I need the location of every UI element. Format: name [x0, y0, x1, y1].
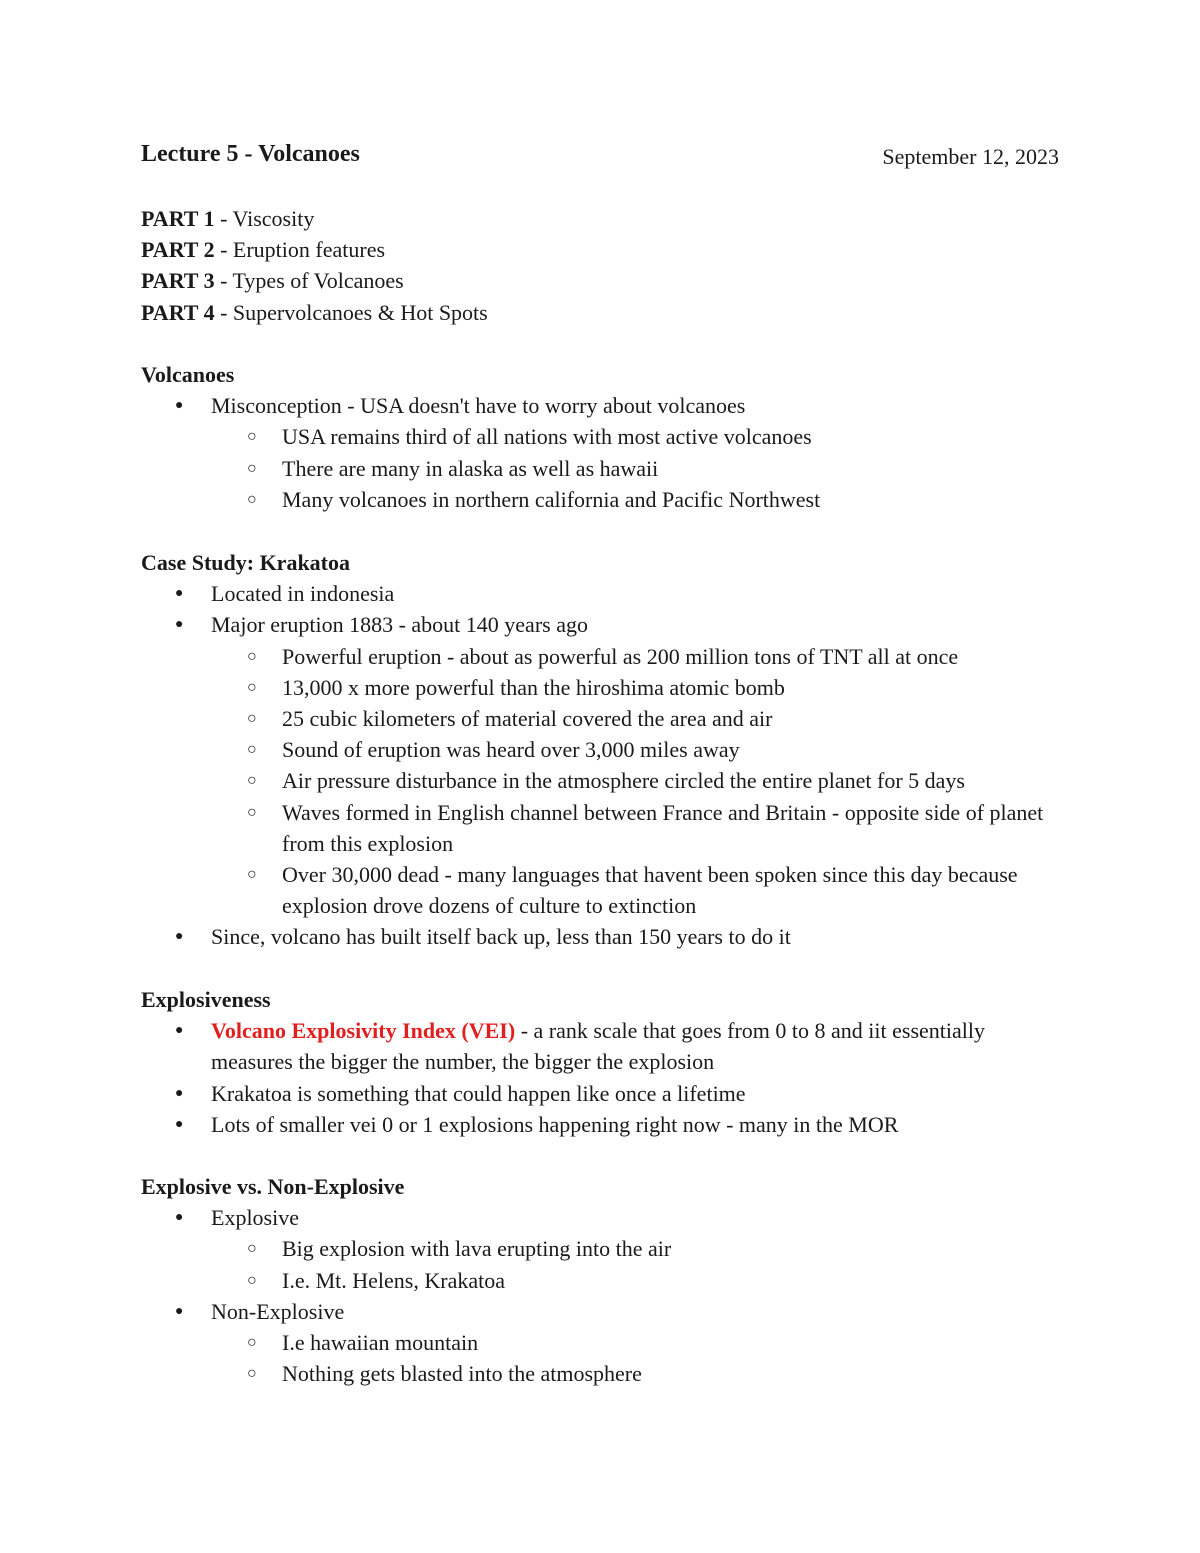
- hollow-bullet-icon: ○: [247, 866, 257, 884]
- bullet-icon: ●: [175, 1303, 184, 1319]
- part-item: [141, 203, 488, 234]
- list-item-text: Sound of eruption was heard over 3,000 miles away: [282, 737, 740, 763]
- hollow-bullet-icon: ○: [247, 1334, 257, 1351]
- document-header: [141, 141, 1059, 175]
- list-item: [141, 921, 1059, 952]
- list-item-text: Powerful eruption - about as powerful as 200 million tons of TNT all at once: [282, 643, 959, 669]
- hollow-bullet-icon: ○: [247, 490, 257, 508]
- sub-list-item: [141, 859, 1059, 921]
- list-item-text: Air pressure disturbance in the atmosphere circled the entire planet for 5 days: [282, 768, 965, 794]
- hollow-bullet-icon: ○: [247, 1271, 257, 1289]
- sub-list-item: [141, 484, 1059, 515]
- list-item-text: Misconception - USA doesn't have to worry about volcanoes: [211, 393, 746, 419]
- list-item: [141, 609, 1059, 640]
- sub-list-item: [141, 703, 1059, 734]
- bullet-icon: ●: [175, 929, 184, 945]
- list-item-text: Since, volcano has built itself back up, less than 150 years to do it: [211, 924, 791, 950]
- lecture-date: September 12, 2023: [882, 144, 1059, 169]
- list-item-text: Major eruption 1883 - about 140 years ago: [211, 612, 588, 638]
- section-volcanoes: [141, 359, 1059, 515]
- list-item-text: Lots of smaller vei 0 or 1 explosions happening right now - many in the MOR: [211, 1111, 899, 1137]
- part-label: PART 3: [141, 268, 215, 294]
- part-text: - Supervolcanoes & Hot Spots: [214, 299, 488, 325]
- section-explosiveness: [141, 984, 1059, 1140]
- section-heading: Case Study: Krakatoa: [141, 550, 351, 575]
- part-text: - Viscosity: [214, 206, 315, 231]
- list-item-text: Nothing gets blasted into the atmosphere: [282, 1361, 642, 1387]
- part-text: - Eruption features: [214, 237, 386, 263]
- hollow-bullet-icon: ○: [247, 459, 257, 477]
- list-item-text: Big explosion with lava erupting into the air: [282, 1236, 672, 1262]
- list-item-text: I.e. Mt. Helens, Krakatoa: [282, 1267, 505, 1293]
- sub-list-item: [141, 1233, 1059, 1264]
- sub-list-item: [141, 1327, 1059, 1358]
- hollow-bullet-icon: ○: [247, 647, 257, 665]
- list-item: [141, 1296, 1059, 1327]
- list-item-text: Located in indonesia: [211, 581, 395, 607]
- hollow-bullet-icon: ○: [247, 1365, 257, 1383]
- hollow-bullet-icon: ○: [247, 803, 257, 821]
- list-item-text: Non-Explosive: [211, 1298, 345, 1324]
- hollow-bullet-icon: ○: [247, 741, 257, 759]
- list-item-text: I.e hawaiian mountain: [282, 1330, 479, 1355]
- list-item-text: There are many in alaska as well as hawaii: [282, 455, 659, 481]
- list-item-text: Waves formed in English channel between France and Britain - opposite side of planet from this explosion: [282, 799, 1044, 856]
- bullet-icon: ●: [175, 1085, 184, 1101]
- bullet-icon: ●: [175, 1116, 184, 1132]
- part-label: PART 2: [141, 237, 215, 263]
- list-item-text: Krakatoa is something that could happen like once a lifetime: [211, 1080, 746, 1106]
- part-label: PART 4: [141, 299, 215, 325]
- bullet-icon: ●: [175, 398, 184, 414]
- section-heading: Explosive vs. Non-Explosive: [141, 1174, 405, 1199]
- sub-list-item: [141, 734, 1059, 765]
- list-item-text: Explosive: [211, 1205, 299, 1231]
- sub-list-item: [141, 641, 1059, 672]
- section-krakatoa: [141, 547, 1059, 953]
- hollow-bullet-icon: ○: [247, 772, 257, 790]
- sub-list-item: [141, 1265, 1059, 1296]
- bullet-icon: ●: [175, 1023, 184, 1039]
- bullet-icon: ●: [175, 617, 184, 633]
- vei-term: Volcano Explosivity Index (VEI): [211, 1018, 516, 1044]
- list-item-text: 25 cubic kilometers of material covered the area and air: [282, 706, 773, 731]
- sub-list-item: [141, 672, 1059, 703]
- part-label: PART 1: [141, 206, 215, 231]
- part-text: - Types of Volcanoes: [214, 268, 404, 294]
- hollow-bullet-icon: ○: [247, 1240, 257, 1258]
- page-title: Lecture 5 - Volcanoes: [141, 141, 360, 167]
- sub-list-item: [141, 421, 1059, 452]
- sub-list-item: [141, 797, 1059, 859]
- sub-list-item: [141, 453, 1059, 484]
- list-item: [141, 578, 1059, 609]
- part-item: [141, 297, 488, 328]
- list-item: [141, 1109, 1059, 1140]
- sub-list-item: [141, 1358, 1059, 1389]
- part-item: [141, 265, 488, 296]
- part-item: [141, 234, 488, 265]
- hollow-bullet-icon: ○: [247, 678, 257, 696]
- hollow-bullet-icon: ○: [247, 710, 257, 727]
- list-item-text: Over 30,000 dead - many languages that havent been spoken since this day because explosion drove dozens of culture to extinction: [282, 862, 1018, 919]
- list-item: [141, 1202, 1059, 1233]
- section-explosive-vs-non-explosive: [141, 1171, 1059, 1389]
- list-item: [141, 1015, 1059, 1077]
- list-item: [141, 390, 1059, 421]
- list-item-text: 13,000 x more powerful than the hiroshima atomic bomb: [282, 674, 785, 700]
- list-item-text: Many volcanoes in northern california and Pacific Northwest: [282, 486, 821, 512]
- section-heading: Volcanoes: [141, 362, 235, 387]
- list-item: [141, 1078, 1059, 1109]
- list-item-text: USA remains third of all nations with most active volcanoes: [282, 424, 812, 450]
- bullet-icon: ●: [175, 1210, 184, 1226]
- sub-list-item: [141, 765, 1059, 796]
- parts-list: [141, 203, 488, 328]
- bullet-icon: ●: [175, 586, 184, 602]
- hollow-bullet-icon: ○: [247, 428, 257, 446]
- list-item-text: - a rank scale that goes from 0 to 8 and iit essentially measures the bigger the number, the bigger the explosion: [211, 1018, 985, 1075]
- section-heading: Explosiveness: [141, 987, 271, 1012]
